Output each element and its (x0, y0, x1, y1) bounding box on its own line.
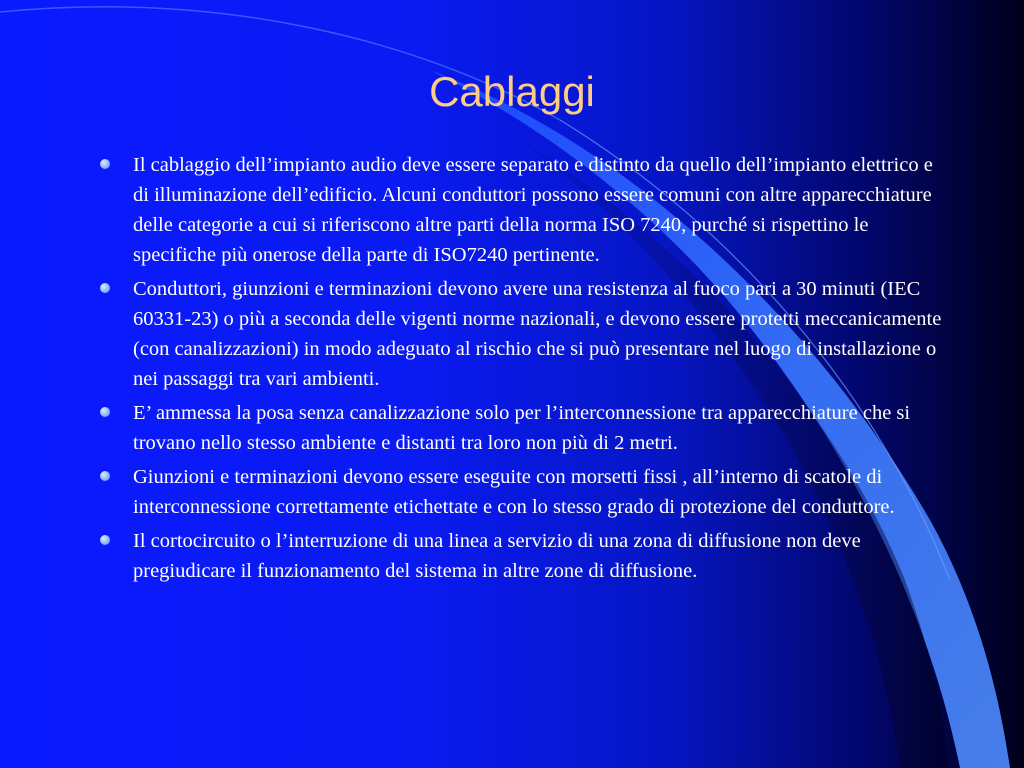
bullet-dot-icon (100, 471, 110, 481)
bullet-list (96, 150, 948, 590)
bullet-item (96, 462, 948, 522)
bullet-text: Il cortocircuito o l’interruzione di una linea a servizio di una zona di diffusione non deve pregiudicare il funzionamento del sistema in altre zone di diffusione. (133, 530, 861, 582)
bullet-dot-icon (100, 535, 110, 545)
bullet-text: Il cablaggio dell’impianto audio deve essere separato e distinto da quello dell’impianto elettrico e di illuminazione dell’edificio. Alcuni conduttori possono essere comuni con altre apparecchiature delle categorie a cui si riferiscono altre parti della norma ISO 7240, purché si rispettino le specifiche più onerose della parte di ISO7240 pertinente. (133, 154, 933, 266)
bullet-item (96, 526, 948, 586)
bullet-dot-icon (100, 159, 110, 169)
slide-title: Cablaggi (429, 68, 595, 115)
bullet-item (96, 150, 948, 270)
bullet-dot-icon (100, 407, 110, 417)
bullet-text: Conduttori, giunzioni e terminazioni devono avere una resistenza al fuoco pari a 30 minuti (IEC 60331-23) o più a seconda delle vigenti norme nazionali, e devono essere protetti meccanicamente (con canalizzazioni) in modo adeguato al rischio che si può presentare nel luogo di installazione o nei passaggi tra vari ambienti. (133, 278, 942, 390)
bullet-text: Giunzioni e terminazioni devono essere eseguite con morsetti fissi , all’interno di scatole di interconnessione correttamente etichettate e con lo stesso grado di protezione del conduttore. (133, 466, 895, 518)
bullet-dot-icon (100, 283, 110, 293)
bullet-item (96, 398, 948, 458)
bullet-item (96, 274, 948, 394)
bullet-text: E’ ammessa la posa senza canalizzazione solo per l’interconnessione tra apparecchiature che si trovano nello stesso ambiente e distanti tra loro non più di 2 metri. (133, 402, 911, 454)
